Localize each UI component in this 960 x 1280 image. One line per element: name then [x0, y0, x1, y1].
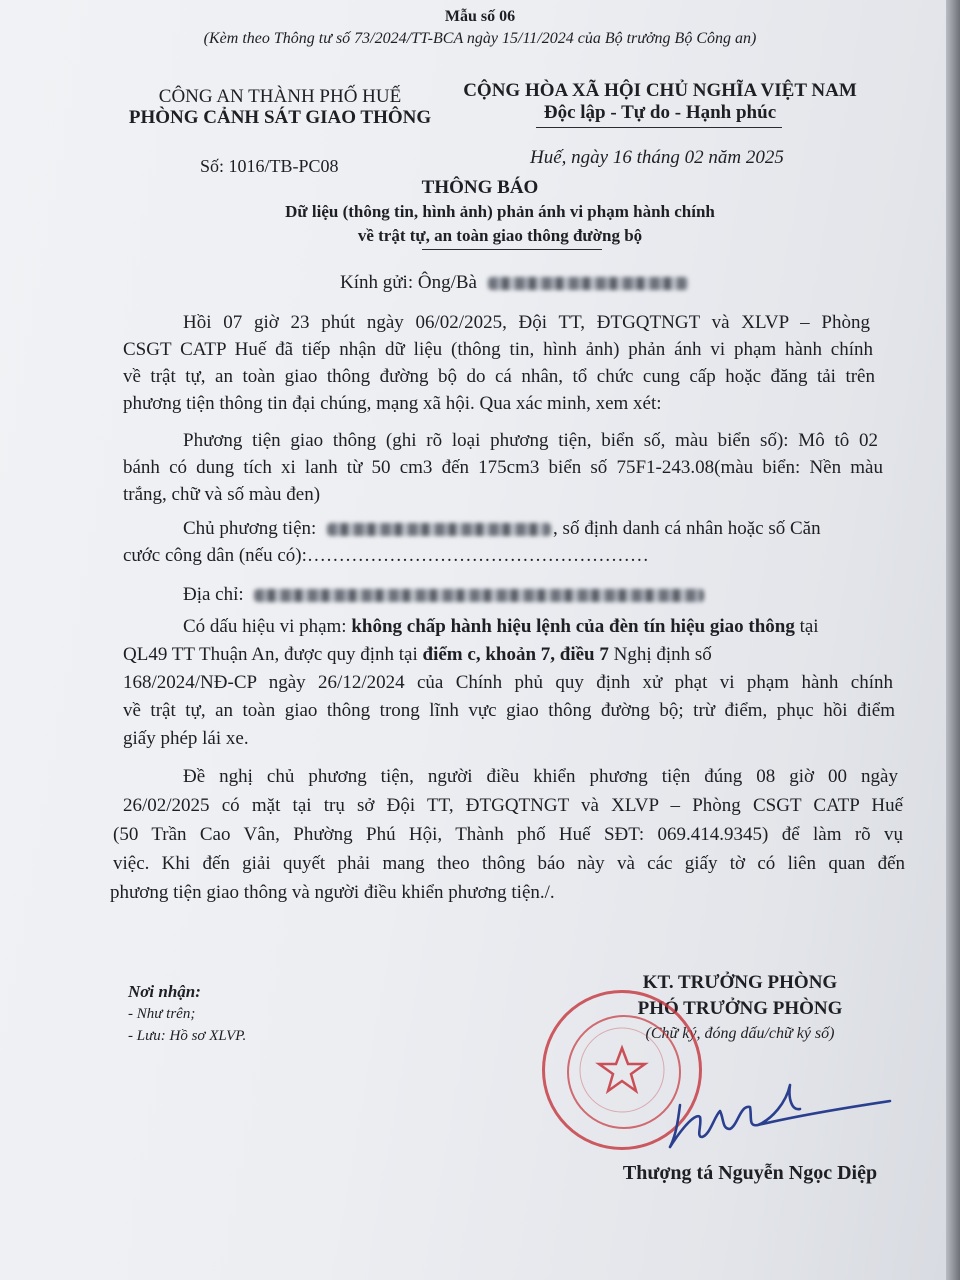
- recipients-item-2: - Lưu: Hồ sơ XLVP.: [128, 1028, 247, 1044]
- signer-title-2: PHÓ TRƯỞNG PHÒNG: [637, 998, 843, 1019]
- violation-article: điểm c, khoản 7, điều 7: [422, 644, 609, 665]
- national-title: CỘNG HÒA XÃ HỘI CHỦ NGHĨA VIỆT NAM: [463, 80, 857, 101]
- violation-location: QL49 TT Thuận An, được quy định tại: [123, 644, 418, 665]
- violation-line2: [123, 644, 712, 666]
- request-line4: việc. Khi đến giải quyết phải mang theo thông báo này và các giấy tờ có liên quan đến: [113, 853, 905, 874]
- recipients-item-1: - Như trên;: [128, 1006, 196, 1022]
- request-line5: phương tiện giao thông và người điều khiển phương tiện./.: [110, 882, 555, 903]
- owner-label: Chủ phương tiện:: [183, 518, 317, 539]
- notice-subtitle-2: về trật tự, an toàn giao thông đường bộ: [357, 226, 643, 245]
- recipient-label: Kính gửi: Ông/Bà: [340, 272, 477, 293]
- para2-line3: trắng, chữ và số màu đen): [123, 484, 321, 505]
- violation-decree-label: Nghị định số: [613, 644, 712, 665]
- violation-line1: [183, 616, 819, 638]
- owner-line2: cước công dân (nếu có):………………………………………………: [123, 545, 649, 566]
- signer-name: Thượng tá Nguyễn Ngọc Diệp: [622, 1162, 878, 1184]
- issue-date: Huế, ngày 16 tháng 02 năm 2025: [530, 147, 784, 168]
- signer-title-1: KT. TRƯỞNG PHÒNG: [642, 972, 838, 993]
- para1-line3: về trật tự, an toàn giao thông đường bộ do cá nhân, tổ chức cung cấp hoặc đăng tải trên: [123, 366, 875, 387]
- para2-line2: bánh có dung tích xi lanh từ 50 cm3 đến 175cm3 biển số 75F1-243.08(màu biển: Nền màu: [123, 457, 883, 478]
- form-note: (Kèm theo Thông tư số 73/2024/TT-BCA ngày 15/11/2024 của Bộ trưởng Bộ Công an): [203, 30, 757, 47]
- request-line3: (50 Trần Cao Vân, Phường Phú Hội, Thành phố Huế SĐT: 069.414.9345) để làm rõ vụ: [113, 824, 903, 845]
- violation-after: tại: [799, 616, 819, 637]
- national-motto: Độc lập - Tự do - Hạnh phúc: [543, 102, 777, 123]
- paper-shadow-edge: [946, 0, 960, 1280]
- violation-line4: về trật tự, an toàn giao thông trong lĩnh vực giao thông đường bộ; trừ điểm, phục hồi điểm: [123, 700, 895, 721]
- redacted-recipient-name: [488, 277, 688, 290]
- para1-line2: CSGT CATP Huế đã tiếp nhận dữ liệu (thông tin, hình ảnh) phản ánh vi phạm hành chính: [123, 339, 873, 360]
- issuer-line1: CÔNG AN THÀNH PHỐ HUẾ: [158, 86, 402, 107]
- violation-description: không chấp hành hiệu lệnh của đèn tín hiệu giao thông: [351, 616, 795, 637]
- redacted-owner-name: [327, 523, 551, 536]
- handwritten-signature: [640, 1055, 920, 1155]
- motto-underline: [536, 127, 782, 128]
- redacted-address: [254, 589, 704, 602]
- signature-note: (Chữ ký, đóng dấu/chữ ký số): [645, 1025, 835, 1042]
- violation-line3: 168/2024/NĐ-CP ngày 26/12/2024 của Chính phủ quy định xử phạt vi phạm hành chính: [123, 672, 893, 693]
- para1-line1: Hồi 07 giờ 23 phút ngày 06/02/2025, Đội TT, ĐTGQTNGT và XLVP – Phòng: [183, 312, 870, 333]
- recipients-title: Nơi nhận:: [128, 982, 201, 1001]
- recipient-line: [340, 272, 688, 294]
- request-line1: Đề nghị chủ phương tiện, người điều khiển phương tiện đúng 08 giờ 00 ngày: [183, 766, 898, 787]
- para1-line4: phương tiện thông tin đại chúng, mạng xã hội. Qua xác minh, xem xét:: [123, 393, 662, 414]
- address-label: Địa chỉ:: [183, 584, 244, 605]
- para2-line1: Phương tiện giao thông (ghi rõ loại phương tiện, biển số, màu biển số): Mô tô 02: [183, 430, 878, 451]
- owner-line1: [183, 518, 821, 540]
- violation-prefix: Có dấu hiệu vi phạm:: [183, 616, 347, 637]
- title-underline: [422, 249, 602, 250]
- request-line2: 26/02/2025 có mặt tại trụ sở Đội TT, ĐTGQTNGT và XLVP – Phòng CSGT CATP Huế: [123, 795, 903, 816]
- notice-subtitle-1: Dữ liệu (thông tin, hình ảnh) phản ánh vi phạm hành chính: [285, 202, 715, 221]
- address-line: [183, 584, 704, 606]
- document-number: Số: 1016/TB-PC08: [200, 156, 339, 176]
- issuer-line2: PHÒNG CẢNH SÁT GIAO THÔNG: [128, 107, 432, 128]
- form-number: Mẫu số 06: [444, 8, 516, 25]
- violation-line5: giấy phép lái xe.: [123, 728, 249, 749]
- owner-suffix: , số định danh cá nhân hoặc số Căn: [553, 518, 821, 539]
- notice-title: THÔNG BÁO: [421, 177, 539, 198]
